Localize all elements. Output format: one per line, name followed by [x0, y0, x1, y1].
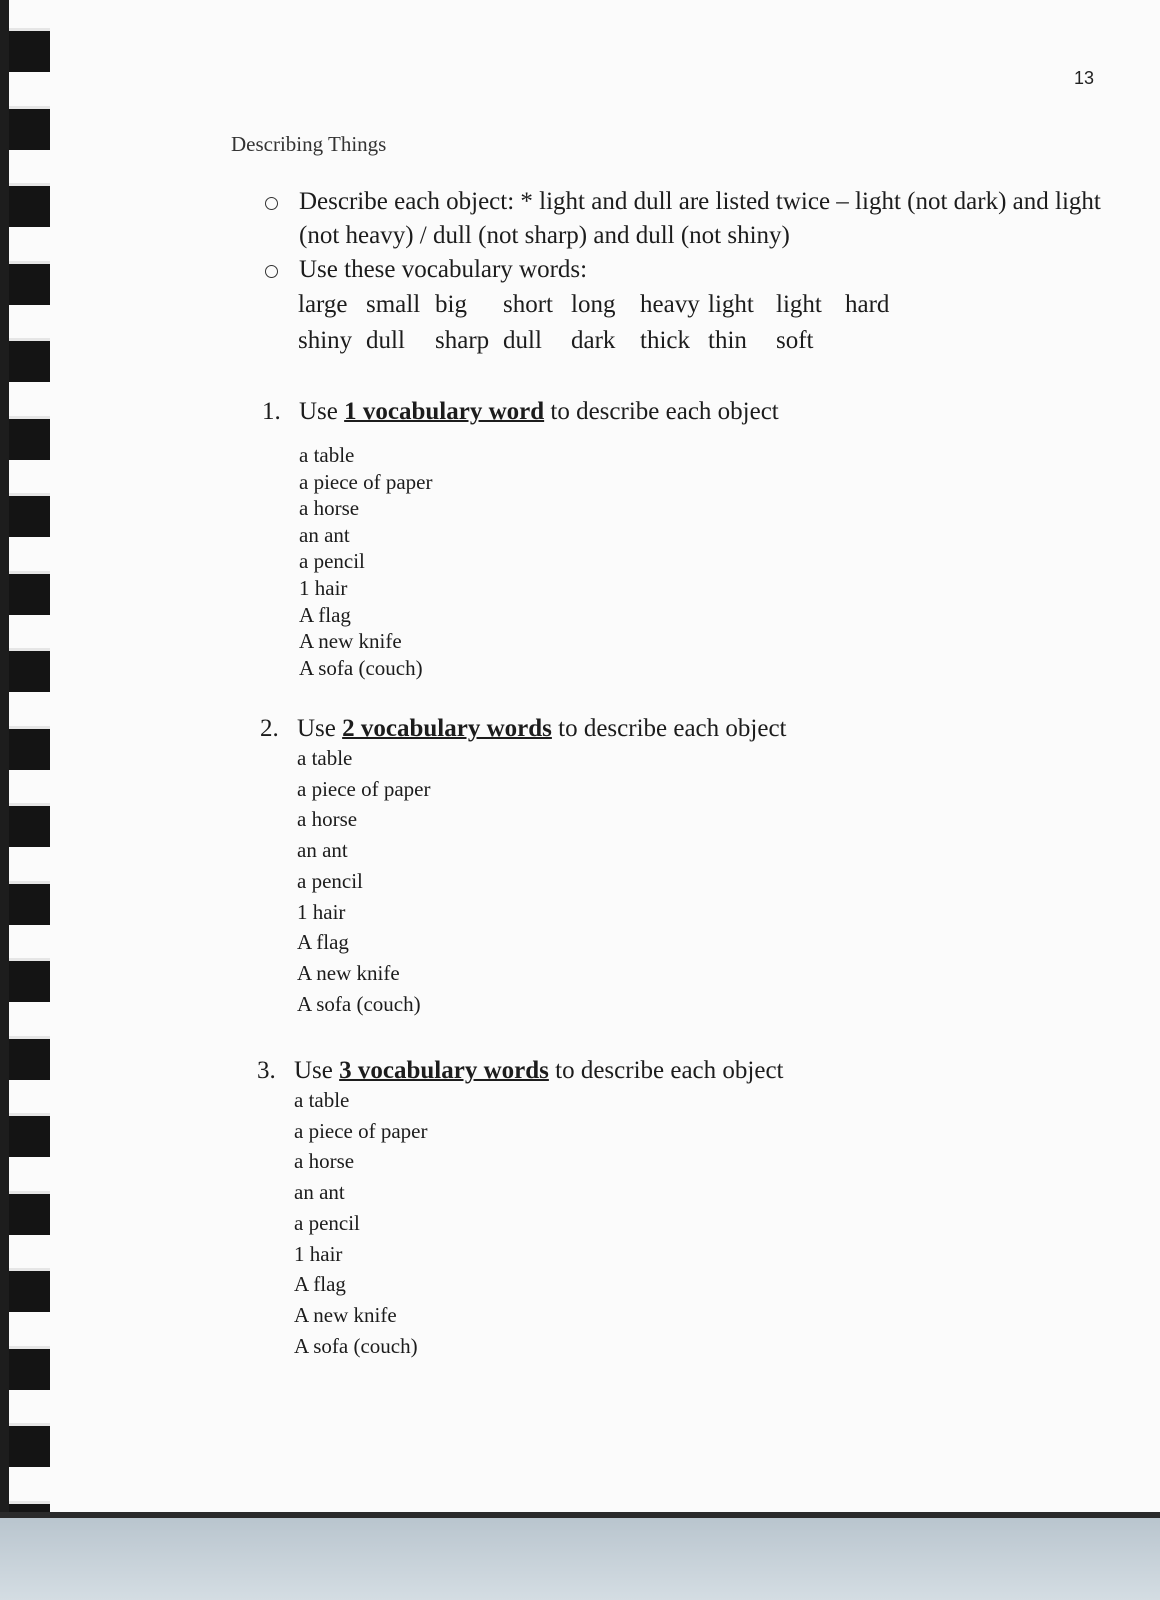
object-list [299, 442, 779, 681]
binding-ring [9, 1423, 50, 1467]
binding-ring [9, 958, 50, 1002]
object-item: a pencil [294, 1210, 360, 1235]
exercise-number: 3. [257, 1057, 276, 1084]
vocabulary-word: soft [776, 327, 814, 354]
binding-ring [9, 1191, 50, 1235]
exercise-emphasis: 1 vocabulary word [344, 398, 545, 425]
object-item: A sofa (couch) [299, 655, 423, 680]
exercise-prefix: Use [294, 1057, 333, 1084]
vocabulary-word: dull [503, 327, 542, 354]
binding-ring [9, 881, 50, 925]
exercise-number: 1. [262, 398, 281, 425]
binding-ring [9, 1036, 50, 1080]
vocabulary-list [298, 291, 998, 363]
object-list [294, 1085, 783, 1361]
instruction-describe-text: Describe each object: * light and dull are listed twice – light (not dark) and light (not heavy) / dull (not sharp) and dull (not shiny) [299, 188, 1101, 249]
binding-ring [9, 1501, 50, 1519]
object-item: 1 hair [297, 899, 346, 924]
binding-ring [9, 183, 50, 227]
object-item: A new knife [299, 629, 402, 654]
vocabulary-word: big [435, 291, 467, 318]
object-item: a horse [299, 496, 360, 521]
object-item: a table [294, 1088, 350, 1112]
object-list [297, 743, 786, 1019]
exercise-3 [257, 1057, 784, 1361]
binding-ring [9, 1113, 50, 1157]
vocabulary-word: hard [845, 291, 890, 318]
circle-bullet-icon [265, 265, 278, 278]
exercise-emphasis: 2 vocabulary words [342, 715, 552, 742]
object-item: a table [299, 443, 355, 467]
object-item: a piece of paper [299, 469, 433, 494]
vocabulary-word: dark [571, 327, 616, 354]
object-item: a piece of paper [294, 1118, 428, 1143]
object-item: an ant [297, 838, 348, 863]
binding-ring [9, 1346, 50, 1390]
binding-ring [9, 1268, 50, 1312]
spiral-binding [0, 0, 50, 1518]
object-item: a table [297, 746, 353, 770]
vocabulary-word: thick [640, 327, 690, 354]
vocabulary-word: heavy [640, 291, 700, 318]
exercise-2 [260, 715, 787, 1019]
scanner-background [0, 1518, 1160, 1600]
exercise-prefix: Use [299, 398, 338, 425]
vocabulary-word: large [298, 291, 348, 318]
vocabulary-word: sharp [435, 327, 490, 354]
object-item: A new knife [294, 1302, 397, 1327]
instruction-describe [262, 185, 1122, 253]
exercise-suffix: to describe each object [550, 398, 779, 425]
vocabulary-word: light [776, 291, 822, 318]
binding-ring [9, 648, 50, 692]
exercise-suffix: to describe each object [558, 715, 787, 742]
vocabulary-word: thin [708, 327, 747, 354]
binding-ring [9, 261, 50, 305]
exercise-prefix: Use [297, 715, 336, 742]
vocabulary-word: dull [366, 327, 405, 354]
vocabulary-row-1 [298, 291, 998, 327]
object-item: an ant [299, 522, 350, 547]
exercise-heading [260, 715, 787, 743]
circle-bullet-icon [265, 197, 278, 210]
instruction-vocabulary-text: Use these vocabulary words: [299, 256, 588, 283]
vocabulary-word: shiny [298, 327, 353, 354]
page-title: Describing Things [231, 132, 387, 156]
object-item: 1 hair [299, 575, 348, 600]
object-item: A new knife [297, 960, 400, 985]
binding-ring [9, 803, 50, 847]
vocabulary-word: small [366, 291, 421, 318]
object-item: an ant [294, 1180, 345, 1205]
binding-ring [9, 338, 50, 382]
object-item: A flag [294, 1272, 346, 1297]
exercise-heading [257, 1057, 784, 1085]
object-item: a horse [294, 1149, 355, 1174]
instruction-vocabulary [262, 253, 1122, 287]
instructions [262, 185, 1122, 287]
object-item: a pencil [299, 549, 365, 574]
object-item: A sofa (couch) [297, 991, 421, 1016]
vocabulary-word: short [503, 291, 553, 318]
object-item: A sofa (couch) [294, 1333, 418, 1358]
object-item: a horse [297, 807, 358, 832]
binding-ring [9, 106, 50, 150]
binding-ring [9, 571, 50, 615]
vocabulary-word: long [571, 291, 616, 318]
object-item: A flag [297, 930, 349, 955]
object-item: 1 hair [294, 1241, 343, 1266]
page-number: 13 [1073, 68, 1094, 88]
binding-ring [9, 726, 50, 770]
vocabulary-row-2 [298, 327, 998, 363]
vocabulary-word: light [708, 291, 754, 318]
binding-ring [9, 493, 50, 537]
binding-ring [9, 28, 50, 72]
object-item: a pencil [297, 868, 363, 893]
exercise-1 [262, 398, 779, 681]
binding-spine [0, 0, 9, 1518]
object-item: A flag [299, 602, 351, 627]
binding-ring [9, 416, 50, 460]
object-item: a piece of paper [297, 776, 431, 801]
exercise-heading [262, 398, 779, 426]
exercise-emphasis: 3 vocabulary words [339, 1057, 549, 1084]
exercise-suffix: to describe each object [555, 1057, 784, 1084]
exercise-number: 2. [260, 715, 279, 742]
